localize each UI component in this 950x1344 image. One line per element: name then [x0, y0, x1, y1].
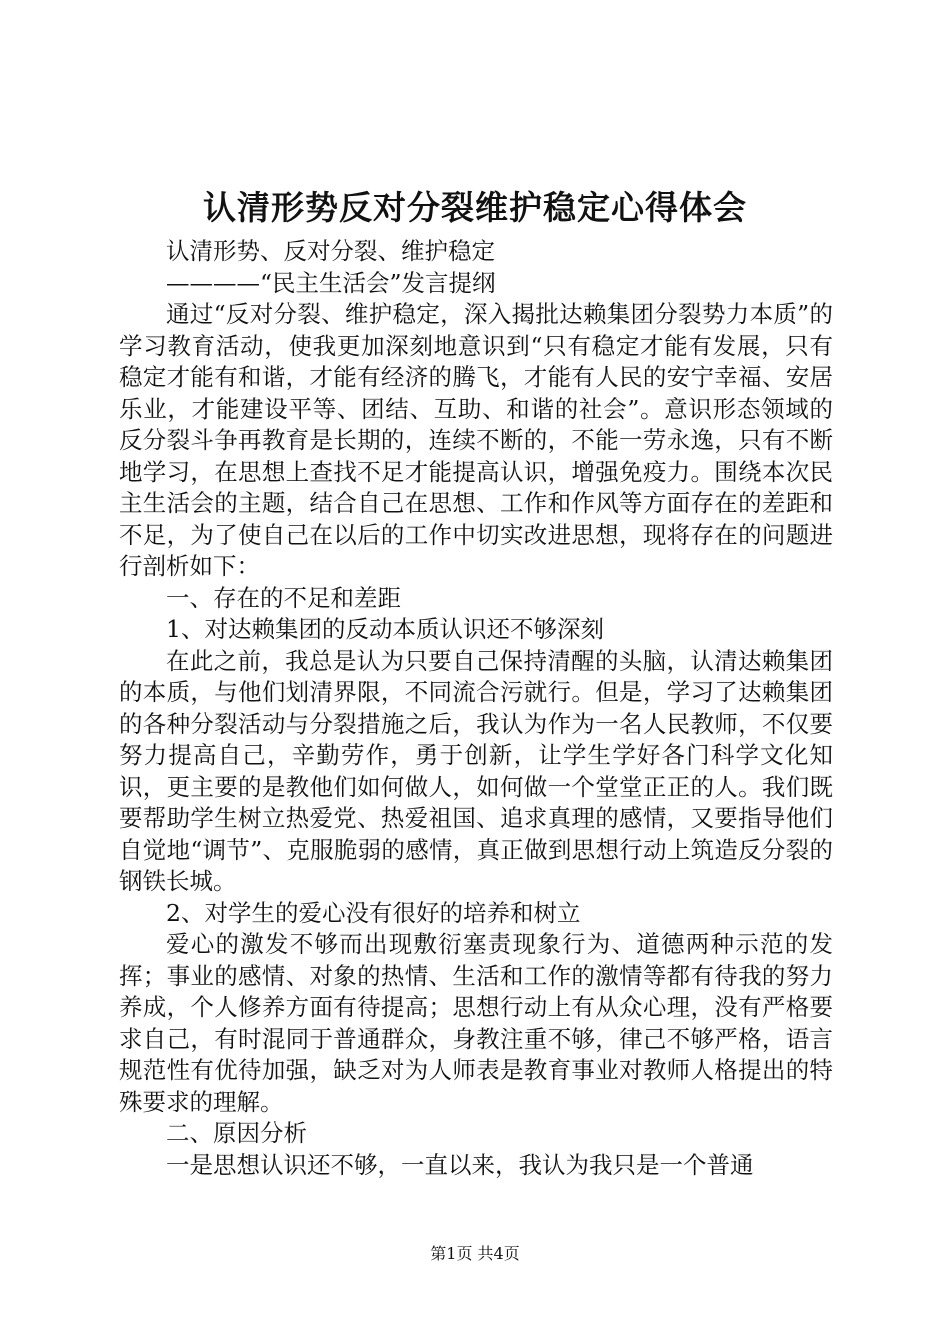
section-heading: 一、存在的不足和差距 — [166, 583, 401, 612]
subsection-heading: 2、对学生的爱心没有很好的培养和树立 — [166, 898, 581, 927]
subtitle-note: ————“民主生活会”发言提纲 — [166, 268, 496, 297]
document-body — [119, 236, 833, 1181]
section-heading: 二、原因分析 — [166, 1119, 307, 1147]
document-title: 认清形势反对分裂维护稳定心得体会 — [203, 188, 747, 227]
subtitle: 认清形势、反对分裂、维护稳定 — [166, 237, 495, 265]
body-paragraph: 通过“反对分裂、维护稳定，深入揭批达赖集团分裂势力本质”的学习教育活动，使我更加深刻地意识到“只有稳定才能有发展，只有稳定才能有和谐，才能有经济的腾飞，才能有人民的安宁幸福、安居乐业，才能建设平等、团结、互助、和谐的社会”。意识形态领域的反分裂斗争再教育是长期的，连续不断的，不能一劳永逸，只有不断地学习，在思想上查找不足才能提高认识，增强免疫力。围绕本次民主生活会的主题，结合自己在思想、工作和作风等方面存在的差距和不足，为了使自己在以后的工作中切实改进思想，现将存在的问题进行剖析如下： — [119, 300, 833, 580]
subsection-heading: 1、对达赖集团的反动本质认识还不够深刻 — [166, 615, 604, 643]
body-paragraph: 一是思想认识还不够，一直以来，我认为我只是一个普通 — [166, 1150, 754, 1179]
body-paragraph: 在此之前，我总是认为只要自己保持清醒的头脑，认清达赖集团的本质，与他们划清界限，不同流合污就行。但是，学习了达赖集团的各种分裂活动与分裂措施之后，我认为作为一名人民教师，不仅要努力提高自己，辛勤劳作，勇于创新，让学生学好各门科学文化知识，更主要的是教他们如何做人，如何做一个堂堂正正的人。我们既要帮助学生树立热爱党、热爱祖国、追求真理的感情，又要指导他们自觉地“调节”、克服脆弱的感情，真正做到思想行动上筑造反分裂的钢铁长城。 — [119, 646, 833, 895]
body-paragraph: 爱心的激发不够而出现敷衍塞责现象行为、道德两种示范的发挥；事业的感情、对象的热情、生活和工作的激情等都有待我的努力养成，个人修养方面有待提高；思想行动上有从众心理，没有严格要求自己，有时混同于普通群众，身教注重不够，律己不够严格，语言规范性有优待加强，缺乏对为人师表是教育事业对教师人格提出的特殊要求的理解。 — [119, 930, 833, 1116]
page-number: 第1页 共4页 — [430, 1244, 520, 1263]
